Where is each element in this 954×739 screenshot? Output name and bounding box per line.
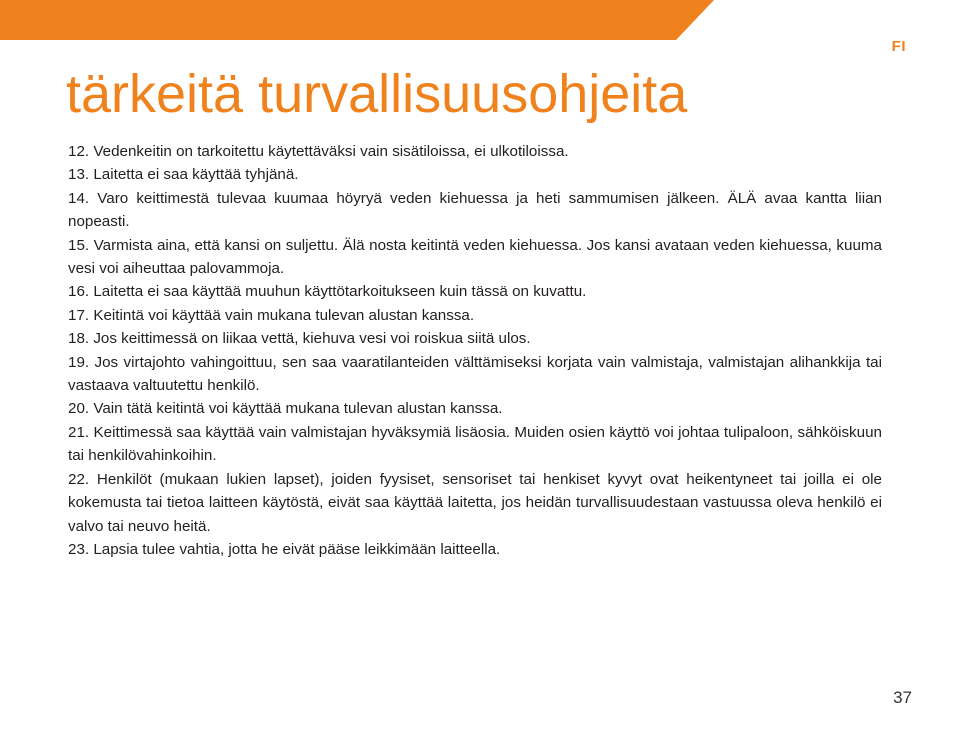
page-title: tärkeitä turvallisuusohjeita — [66, 64, 688, 124]
instruction-item-14: 14. Varo keittimestä tulevaa kuumaa höyryä veden kiehuessa ja heti sammumisen jälkeen. ÄLÄ avaa kantta liian nopeasti. — [68, 189, 882, 231]
language-tag: FI — [891, 38, 906, 55]
safety-instructions-list — [68, 140, 882, 561]
instruction-item-18: 18. Jos keittimessä on liikaa vettä, kiehuva vesi voi roiskua siitä ulos. — [68, 330, 531, 348]
instruction-item-12: 12. Vedenkeitin on tarkoitettu käytettäväksi vain sisätiloissa, ei ulkotiloissa. — [68, 143, 569, 160]
instruction-item-20: 20. Vain tätä keitintä voi käyttää mukana tulevan alustan kanssa. — [68, 400, 503, 418]
instruction-item-19: 19. Jos virtajohto vahingoittuu, sen saa vaaratilanteiden välttämiseksi korjata vain valmistaja, valmistajan alihankkija tai vastaava valtuutettu henkilö. — [68, 353, 882, 395]
instruction-item-21: 21. Keittimessä saa käyttää vain valmistajan hyväksymiä lisäosia. Muiden osien käyttö voi johtaa tulipaloon, sähköiskuun tai henkilövahinkoihin. — [68, 423, 882, 465]
instruction-item-16: 16. Laitetta ei saa käyttää muuhun käyttötarkoitukseen kuin tässä on kuvattu. — [68, 283, 587, 301]
instruction-item-22: 22. Henkilöt (mukaan lukien lapset), joiden fyysiset, sensoriset tai henkiset kyvyt ovat heikentyneet tai joilla ei ole kokemusta tai tietoa laitteen käytöstä, eivät saa käyttää laitetta, jos heidän turvallisuudestaan vastuussa oleva henkilö ei valvo tai neuvo heitä. — [68, 470, 882, 535]
header-bar-shape — [0, 0, 714, 40]
instruction-item-15: 15. Varmista aina, että kansi on suljettu. Älä nosta keitintä veden kiehuessa. Jos kansi avataan veden kiehuessa, kuuma vesi voi aiheuttaa palovammoja. — [68, 236, 882, 278]
page-number: 37 — [893, 688, 912, 707]
instruction-item-13: 13. Laitetta ei saa käyttää tyhjänä. — [68, 166, 299, 184]
orange-header-bar — [0, 0, 954, 40]
instruction-item-17: 17. Keitintä voi käyttää vain mukana tulevan alustan kanssa. — [68, 306, 475, 324]
instruction-item-23: 23. Lapsia tulee vahtia, jotta he eivät pääse leikkimään laitteella. — [68, 540, 501, 558]
